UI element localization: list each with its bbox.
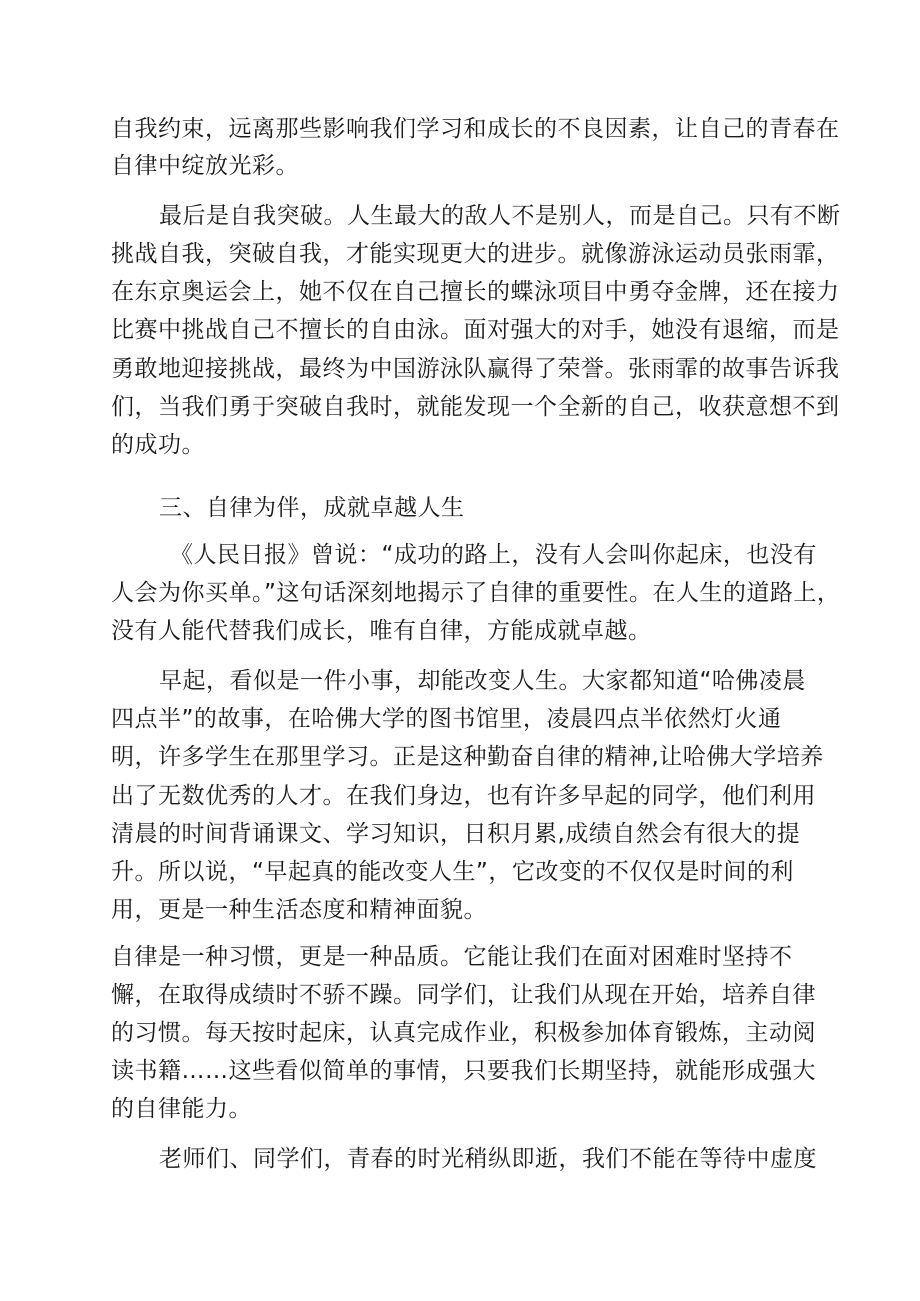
text-line: 没有人能代替我们成长，唯有自律，方能成就卓越。	[111, 618, 652, 644]
text-line: 懈，在取得成绩时不骄不躁。同学们，让我们从现在开始，培养自律	[111, 982, 816, 1008]
text-line: 自我约束，远离那些影响我们学习和成长的不良因素，让自己的青春在	[111, 116, 840, 142]
text-line: 的习惯。每天按时起床，认真完成作业，积极参加体育锻炼，主动阅	[111, 1020, 816, 1046]
section-heading: 三、自律为伴，成就卓越人生	[159, 495, 465, 521]
text-line: 清晨的时间背诵课文、学习知识，日积月累,成绩自然会有很大的提	[111, 821, 801, 847]
text-line: 的自律能力。	[111, 1096, 252, 1122]
text-line: 出了无数优秀的人才。在我们身边，也有许多早起的同学，他们利用	[111, 783, 816, 809]
paragraph-start: 早起，看似是一件小事，却能改变人生。大家都知道“哈佛凌晨	[159, 668, 806, 694]
paragraph-start: 自律是一种习惯，更是一种品质。它能让我们在面对困难时坚持不	[111, 944, 793, 970]
text-line: 自律中绽放光彩。	[111, 153, 299, 179]
paragraph-start: 《人民日报》曾说：“成功的路上，没有人会叫你起床，也没有	[170, 542, 817, 568]
text-line: 人会为你买单。”这句话深刻地揭示了自律的重要性。在人生的道路上，	[111, 580, 841, 606]
text-line: 用，更是一种生活态度和精神面貌。	[111, 897, 487, 923]
paragraph-start: 最后是自我突破。人生最大的敌人不是别人，而是自己。只有不断	[159, 203, 841, 229]
text-line: 们，当我们勇于突破自我时，就能发现一个全新的自己，收获意想不到	[111, 394, 840, 420]
text-line: 明，许多学生在那里学习。正是这种勤奋自律的精神,让哈佛大学培养	[111, 744, 824, 770]
text-line: 的成功。	[111, 432, 205, 458]
text-line: 四点半”的故事，在哈佛大学的图书馆里，凌晨四点半依然灯火通	[111, 706, 782, 732]
text-line: 比赛中挑战自己不擅长的自由泳。面对强大的对手，她没有退缩，而是	[111, 317, 840, 343]
text-line: 读书籍……这些看似简单的事情，只要我们长期坚持，就能形成强大	[111, 1058, 816, 1084]
text-line: 挑战自我，突破自我，才能实现更大的进步。就像游泳运动员张雨霏，	[111, 241, 840, 267]
text-line: 升。所以说，“早起真的能改变人生”，它改变的不仅仅是时间的利	[111, 859, 794, 885]
text-line: 勇敢地迎接挑战，最终为中国游泳队赢得了荣誉。张雨霏的故事告诉我	[111, 356, 840, 382]
paragraph-start: 老师们、同学们，青春的时光稍纵即逝，我们不能在等待中虚度	[159, 1146, 817, 1172]
text-line: 在东京奥运会上，她不仅在自己擅长的蝶泳项目中勇夺金牌，还在接力	[111, 279, 840, 305]
